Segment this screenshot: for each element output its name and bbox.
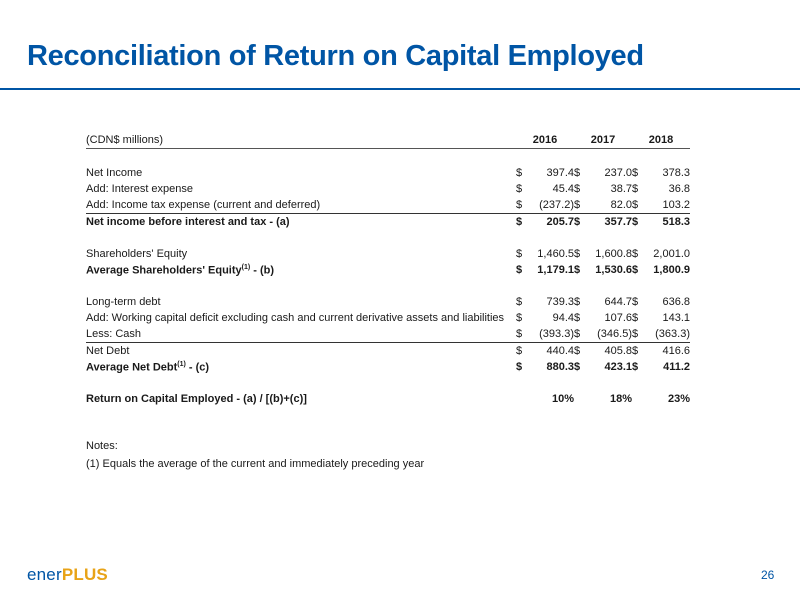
cell-value: 411.2 — [663, 361, 690, 373]
table-row — [86, 246, 690, 262]
cell-value: 18% — [609, 393, 632, 405]
cell-value: 107.6 — [604, 312, 632, 324]
currency-symbol: $ — [516, 183, 523, 195]
row-label-tail: - (b) — [250, 264, 275, 277]
cell-value: 94.4 — [552, 312, 574, 324]
currency-symbol: $ — [632, 167, 639, 179]
table-row — [86, 214, 690, 231]
currency-symbol: $ — [574, 183, 581, 195]
year-header: 2016 — [516, 132, 574, 149]
reconciliation-table — [86, 132, 690, 407]
currency-symbol: $ — [516, 264, 523, 276]
table-row — [86, 262, 690, 278]
currency-symbol: $ — [574, 264, 581, 276]
logo-text-ener: ener — [27, 565, 62, 584]
year-header: 2017 — [574, 132, 632, 149]
currency-symbol: $ — [632, 296, 639, 308]
row-label: Net Income — [86, 167, 143, 179]
cell-value: 416.6 — [662, 345, 690, 357]
company-logo — [27, 565, 108, 585]
currency-symbol: $ — [516, 167, 523, 179]
currency-symbol: $ — [632, 197, 646, 214]
cell-value: 10% — [551, 393, 574, 405]
cell-value: 378.3 — [662, 167, 690, 179]
table-row — [86, 181, 690, 197]
currency-symbol: $ — [516, 326, 530, 343]
cell-value: 423.1 — [604, 361, 632, 373]
currency-symbol: $ — [574, 361, 581, 373]
table-row — [86, 343, 690, 360]
currency-symbol: $ — [574, 216, 581, 228]
currency-symbol: $ — [516, 312, 523, 324]
cell-value: 1,600.8 — [595, 248, 632, 260]
cell-value: (237.2) — [530, 197, 574, 214]
row-label-main: Average Net Debt — [86, 361, 178, 374]
row-label: Less: Cash — [86, 326, 516, 343]
currency-symbol: $ — [574, 345, 581, 357]
currency-symbol: $ — [516, 361, 523, 373]
cell-value: 636.8 — [662, 296, 690, 308]
currency-symbol: $ — [574, 326, 588, 343]
cell-value: 45.4 — [552, 183, 574, 195]
currency-symbol: $ — [516, 248, 523, 260]
currency-symbol: $ — [516, 197, 530, 214]
currency-symbol: $ — [632, 216, 639, 228]
cell-value: (346.5) — [588, 326, 632, 343]
row-label: Add: Income tax expense (current and deferred) — [86, 197, 516, 214]
cell-value: 1,179.1 — [537, 264, 574, 276]
cell-value: 103.2 — [646, 197, 690, 214]
cell-value: 739.3 — [546, 296, 574, 308]
notes-heading: Notes: — [86, 440, 118, 452]
currency-symbol: $ — [632, 248, 639, 260]
cell-value: 1,530.6 — [595, 264, 632, 276]
cell-value: 205.7 — [546, 216, 574, 228]
year-header: 2018 — [632, 132, 690, 149]
cell-value: 880.3 — [546, 361, 574, 373]
currency-symbol: $ — [632, 361, 639, 373]
cell-value: 23% — [667, 393, 690, 405]
row-label-tail: - (c) — [185, 361, 210, 374]
currency-symbol: $ — [574, 248, 581, 260]
footnote-marker: (1) — [241, 263, 251, 271]
table-row — [86, 326, 690, 343]
cell-value: 2,001.0 — [653, 248, 690, 260]
cell-value: 397.4 — [546, 167, 574, 179]
cell-value: (393.3) — [530, 326, 574, 343]
units-label: (CDN$ millions) — [86, 132, 516, 149]
cell-value: 82.0 — [588, 197, 632, 214]
row-label: Net Debt — [86, 345, 130, 357]
table-row — [86, 359, 690, 375]
cell-value: 644.7 — [604, 296, 632, 308]
table-header-row — [86, 132, 690, 149]
cell-value: 440.4 — [546, 345, 574, 357]
cell-value: 36.8 — [668, 183, 690, 195]
logo-text-plus: PLUS — [61, 565, 108, 584]
currency-symbol: $ — [632, 345, 639, 357]
page-number: 26 — [761, 568, 775, 582]
table-row — [86, 165, 690, 181]
currency-symbol: $ — [516, 216, 523, 228]
table-row — [86, 294, 690, 310]
row-label — [86, 262, 516, 278]
currency-symbol: $ — [516, 296, 523, 308]
table-row — [86, 310, 690, 326]
row-label: Net income before interest and tax - (a) — [86, 216, 290, 228]
cell-value: 1,800.9 — [653, 264, 690, 276]
cell-value: 405.8 — [604, 345, 632, 357]
row-label-main: Average Shareholders' Equity — [86, 264, 242, 277]
cell-value: 38.7 — [610, 183, 632, 195]
page-title: Reconciliation of Return on Capital Employed — [27, 40, 644, 72]
row-label: Add: Working capital deficit excluding cash and current derivative assets and liabilities — [86, 312, 505, 324]
cell-value: 143.1 — [662, 312, 690, 324]
cell-value: 1,460.5 — [537, 248, 574, 260]
cell-value: 518.3 — [662, 216, 690, 228]
cell-value: (363.3) — [646, 326, 690, 343]
currency-symbol: $ — [632, 264, 639, 276]
row-label: Shareholders' Equity — [86, 248, 188, 260]
cell-value: 357.7 — [604, 216, 632, 228]
row-label: Return on Capital Employed - (a) / [(b)+(c)] — [86, 393, 307, 405]
row-label: Add: Interest expense — [86, 183, 194, 195]
currency-symbol: $ — [574, 312, 581, 324]
title-divider — [0, 88, 800, 90]
table-row — [86, 391, 690, 407]
currency-symbol: $ — [574, 197, 588, 214]
notes-section — [86, 437, 424, 473]
row-label — [86, 359, 516, 375]
table-row — [86, 197, 690, 214]
currency-symbol: $ — [632, 183, 639, 195]
footnote-marker: (1) — [177, 360, 186, 368]
note-item: (1) Equals the average of the current and immediately preceding year — [86, 458, 425, 470]
currency-symbol: $ — [632, 312, 639, 324]
cell-value: 237.0 — [604, 167, 632, 179]
currency-symbol: $ — [516, 345, 523, 357]
currency-symbol: $ — [574, 167, 581, 179]
currency-symbol: $ — [632, 326, 646, 343]
currency-symbol: $ — [574, 296, 581, 308]
row-label: Long-term debt — [86, 296, 161, 308]
